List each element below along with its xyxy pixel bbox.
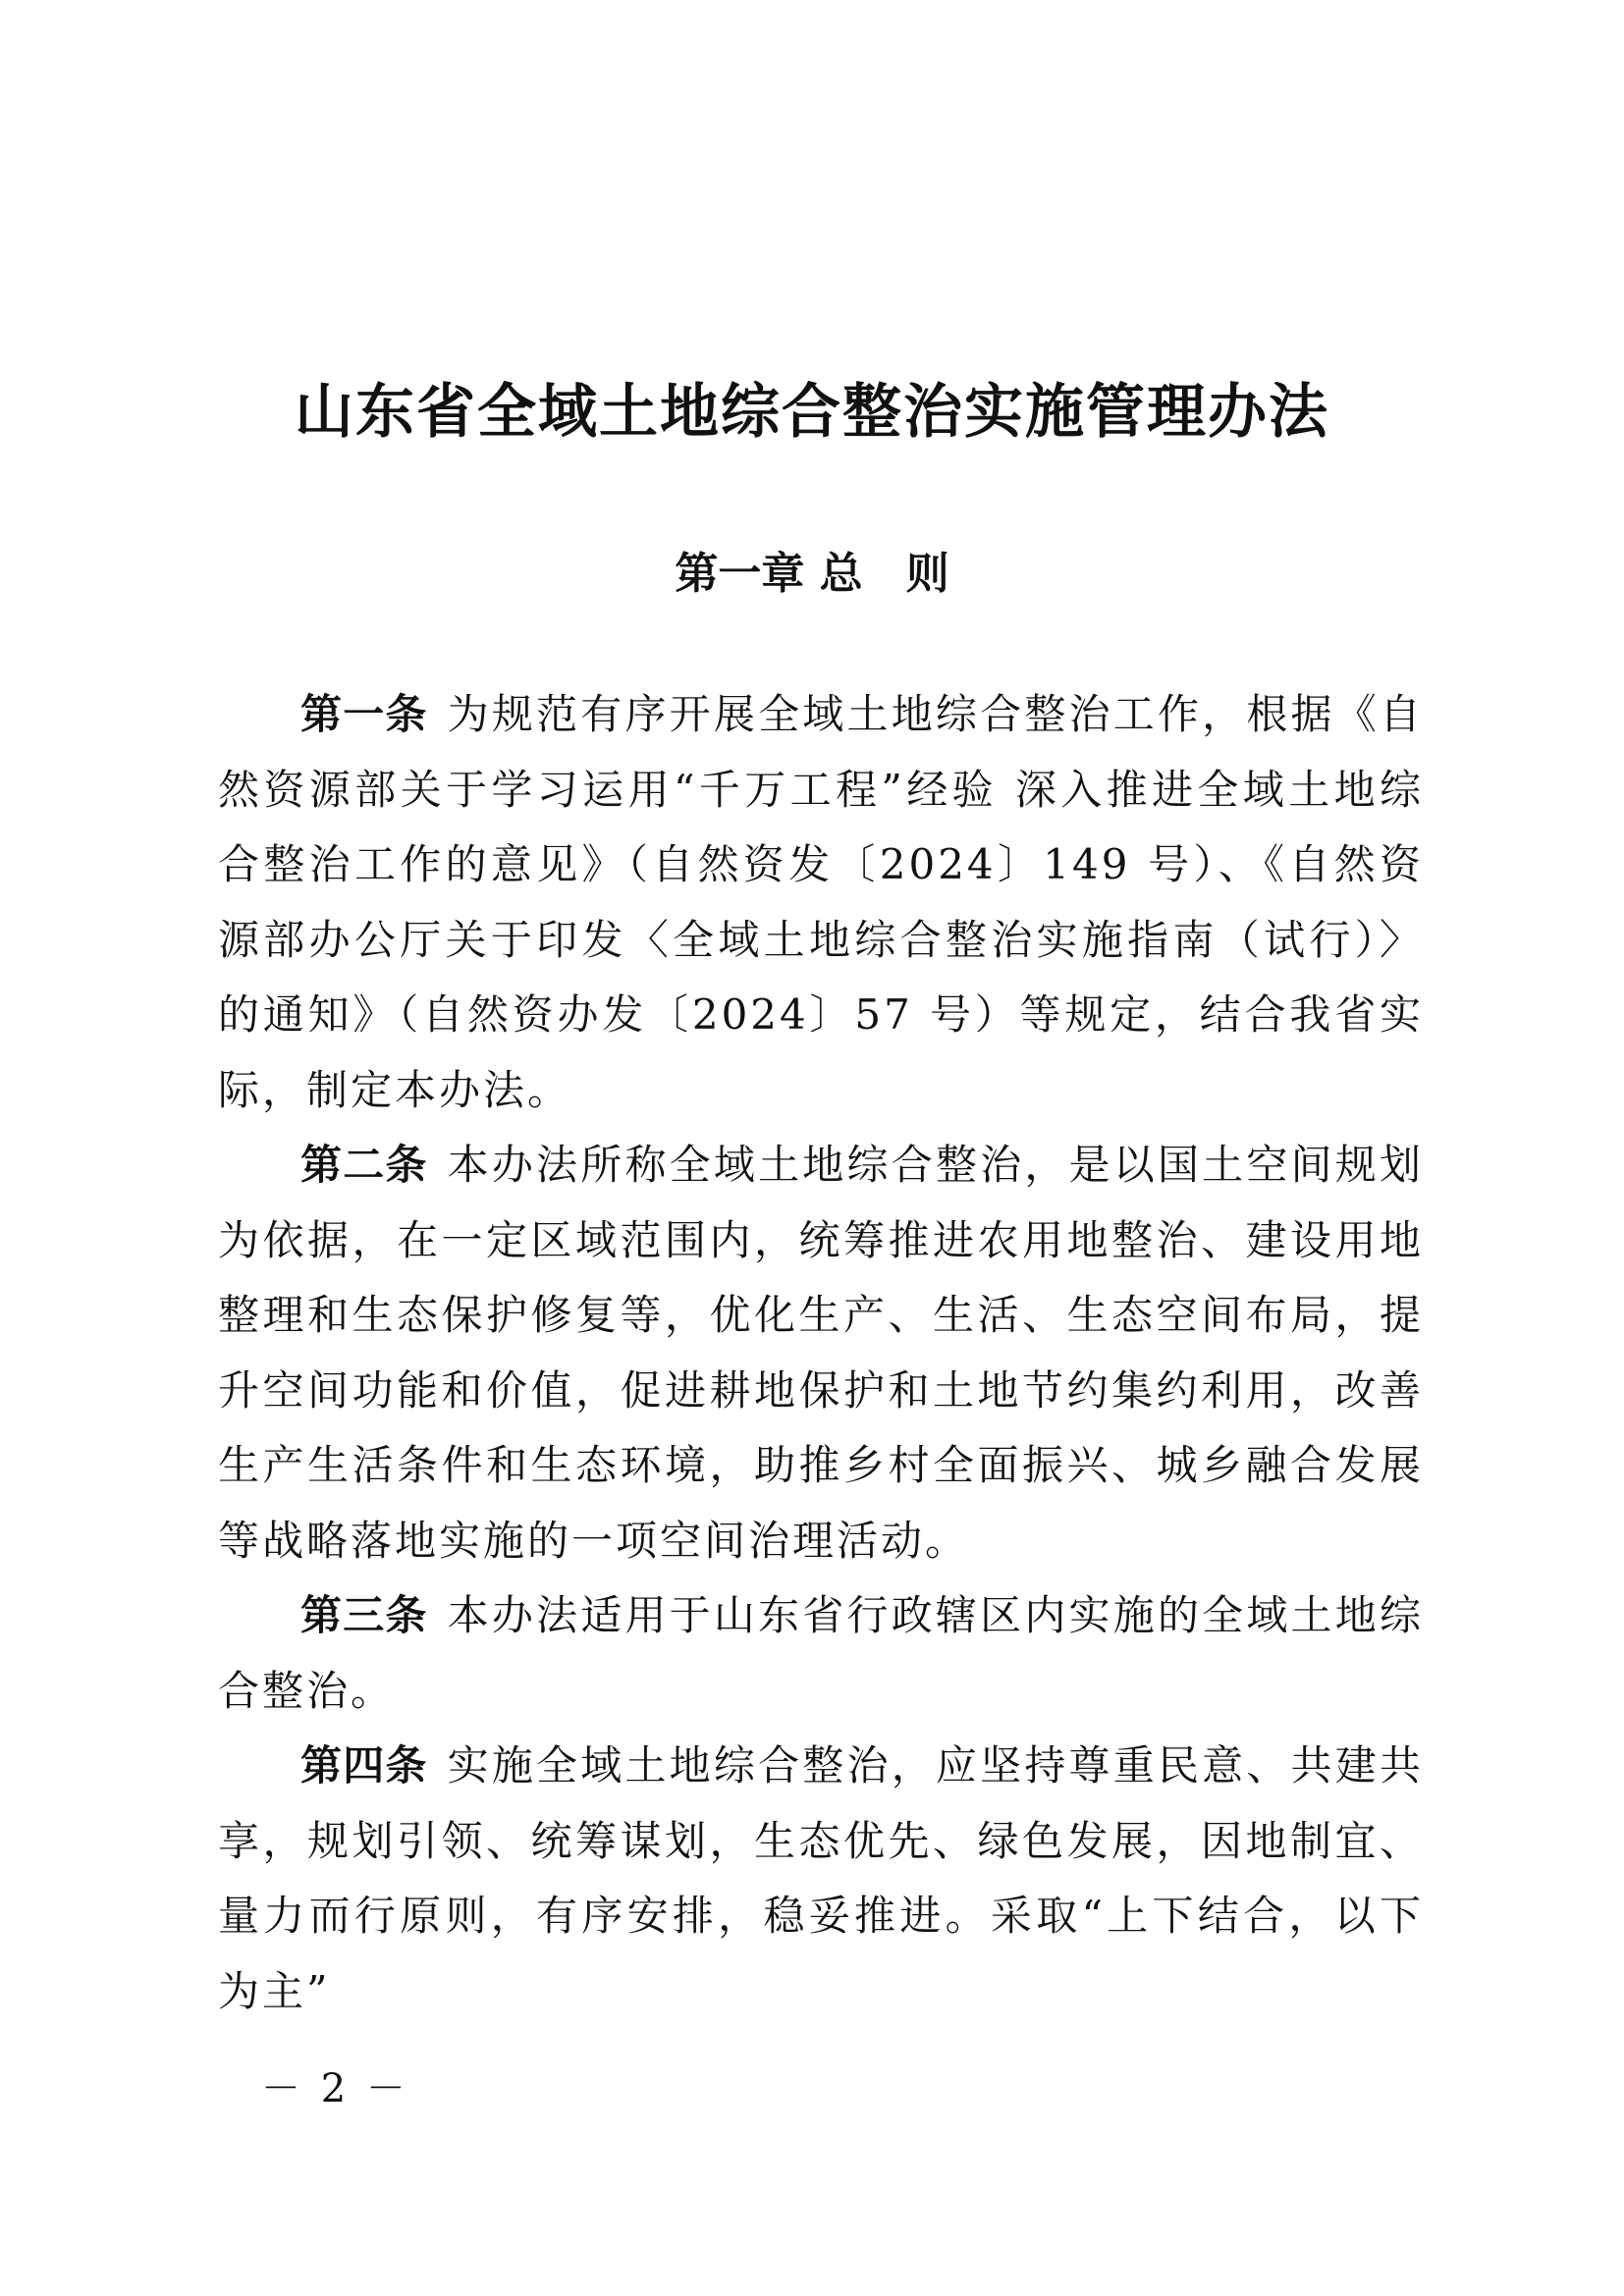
article-1-number: 第一条: [300, 690, 428, 738]
article-3: [218, 1578, 1424, 1729]
article-4-text: 实施全域土地综合整治，应坚持尊重民意、共建共享，规划引领、统筹谋划，生态优先、绿色发展，因地制宜、量力而行原则，有序安排，稳妥推进。采取“上下结合，以下为主”: [218, 1741, 1424, 2015]
article-1-text: 为规范有序开展全域土地综合整治工作，根据《自然资源部关于学习运用“千万工程”经验 深入推进全域土地综合整治工作的意见》（自然资发〔2024〕149 号）、《自然资源部办公厅关于印发〈全域土地综合整治实施指南（试行）〉的通知》（自然资办发〔2024〕57 号）等规定，结合我省实际，制定本办法。: [218, 690, 1424, 1114]
document-title: 山东省全域土地综合整治实施管理办法: [295, 378, 1329, 447]
article-1: [218, 677, 1424, 1128]
article-2-text: 本办法所称全域土地综合整治，是以国土空间规划为依据，在一定区域范围内，统筹推进农用地整治、建设用地整理和生态保护修复等，优化生产、生活、生态空间布局，提升空间功能和价值，促进耕地保护和土地节约集约利用，改善生产生活条件和生态环境，助推乡村全面振兴、城乡融合发展等战略落地实施的一项空间治理活动。: [218, 1141, 1424, 1565]
article-2-number: 第二条: [300, 1141, 428, 1189]
article-4: [218, 1729, 1424, 2029]
page-number: － 2 －: [261, 2066, 409, 2111]
document-body: [218, 677, 1424, 2029]
article-3-text: 本办法适用于山东省行政辖区内实施的全域土地综合整治。: [218, 1591, 1424, 1715]
article-4-number: 第四条: [300, 1741, 428, 1789]
article-2: [218, 1128, 1424, 1578]
chapter-title: 第一章 总 则: [675, 549, 949, 599]
article-3-number: 第三条: [300, 1591, 428, 1639]
